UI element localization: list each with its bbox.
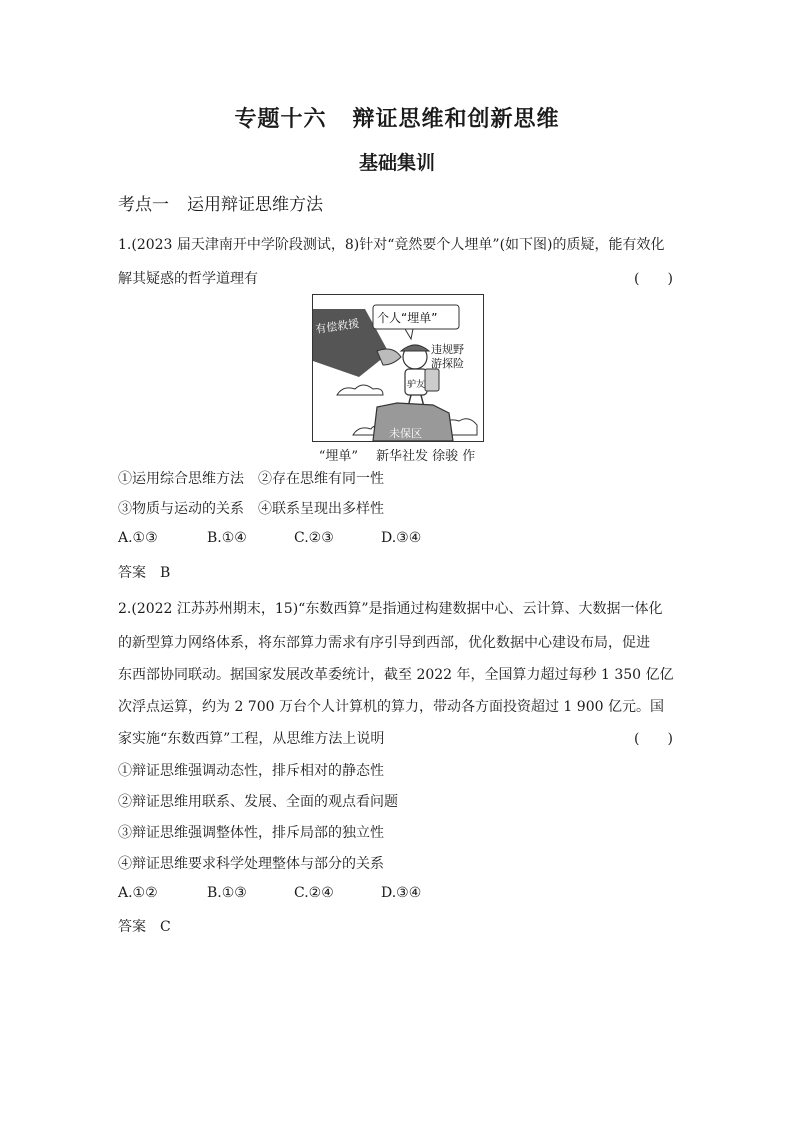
- backpack-icon: [425, 369, 439, 391]
- q1-statement-row-1: ①运用综合思维方法 ②存在思维有同一性: [118, 471, 384, 487]
- side-text-2: 游探险: [431, 357, 464, 370]
- q2-option-d: D.③④: [381, 885, 422, 901]
- q2-statement-2: ②辩证思维用联系、发展、全面的观点看问题: [118, 794, 398, 810]
- q1-answer-paren: ( ): [634, 271, 673, 287]
- section-heading: [118, 190, 323, 215]
- q1-statement-row-2: ③物质与运动的关系 ④联系呈现出多样性: [118, 501, 384, 517]
- q2-option-c: C.②④: [294, 885, 334, 901]
- page-title: [0, 102, 794, 133]
- q1-option-d: D.③④: [381, 530, 422, 546]
- q2-answer: 答案 C: [118, 919, 171, 935]
- speech-text: 个人“埋单”: [377, 311, 438, 325]
- cap-icon: [401, 345, 429, 351]
- caption-credit: 新华社发 徐骏 作: [376, 449, 476, 464]
- q1-stem-line-2: 解其疑惑的哲学道理有: [118, 271, 258, 287]
- title-topic-number: 专题十六: [234, 106, 327, 132]
- q1-option-c: C.②③: [294, 530, 334, 546]
- cartoon-caption: [0, 445, 794, 464]
- q2-stem-line-2: 的新型算力网络体系，将东部算力需求有序引导到西部，优化数据中心建设布局，促进: [118, 635, 650, 651]
- bag-text: 驴友: [407, 380, 426, 390]
- q2-option-a: A.①②: [118, 885, 158, 901]
- title-topic-name: 辩证思维和创新思维: [352, 106, 560, 132]
- q2-statement-4: ④辩证思维要求科学处理整体与部分的关系: [118, 856, 384, 872]
- rock-text: 未保区: [389, 427, 422, 440]
- q2-answer-paren: ( ): [634, 731, 673, 747]
- q1-stem-line-1: 1.(2023 届天津南开中学阶段测试，8)针对“竟然要个人埋单”(如下图)的质疑，能有效化: [118, 237, 665, 253]
- page-subtitle: 基础集训: [358, 152, 435, 174]
- q2-stem-line-4: 次浮点运算，约为 2 700 万台个人计算机的算力，带动各方面投资超过 1 900 亿元。国: [118, 699, 664, 715]
- section-name: 运用辩证思维方法: [187, 195, 323, 215]
- sleeve-text: 有偿救援: [314, 316, 360, 336]
- q2-stem-line-1: 2.(2022 江苏苏州期末，15)“东数西算”是指通过构建数据中心、云计算、大数据一体化: [118, 601, 663, 617]
- q1-option-b: B.①④: [207, 530, 247, 546]
- caption-title: “埋单”: [318, 449, 359, 464]
- cloud-icon: [337, 385, 383, 395]
- q2-statement-3: ③辩证思维强调整体性，排斥局部的独立性: [118, 825, 384, 841]
- q2-option-b: B.①③: [207, 885, 247, 901]
- q2-stem-line-3: 东西部协同联动。据国家发展改革委统计，截至 2022 年，全国算力超过每秒 1 350 亿亿: [118, 667, 674, 683]
- cartoon-illustration: [312, 294, 484, 442]
- q2-statement-1: ①辩证思维强调动态性，排斥相对的静态性: [118, 763, 384, 779]
- section-label: 考点一: [118, 195, 169, 215]
- side-text-1: 违规野: [431, 343, 464, 356]
- q1-option-a: A.①③: [118, 530, 158, 546]
- q2-stem-line-5: 家实施“东数西算”工程，从思维方法上说明: [118, 731, 385, 747]
- q1-answer: 答案 B: [118, 565, 171, 581]
- hand-icon: [377, 349, 401, 365]
